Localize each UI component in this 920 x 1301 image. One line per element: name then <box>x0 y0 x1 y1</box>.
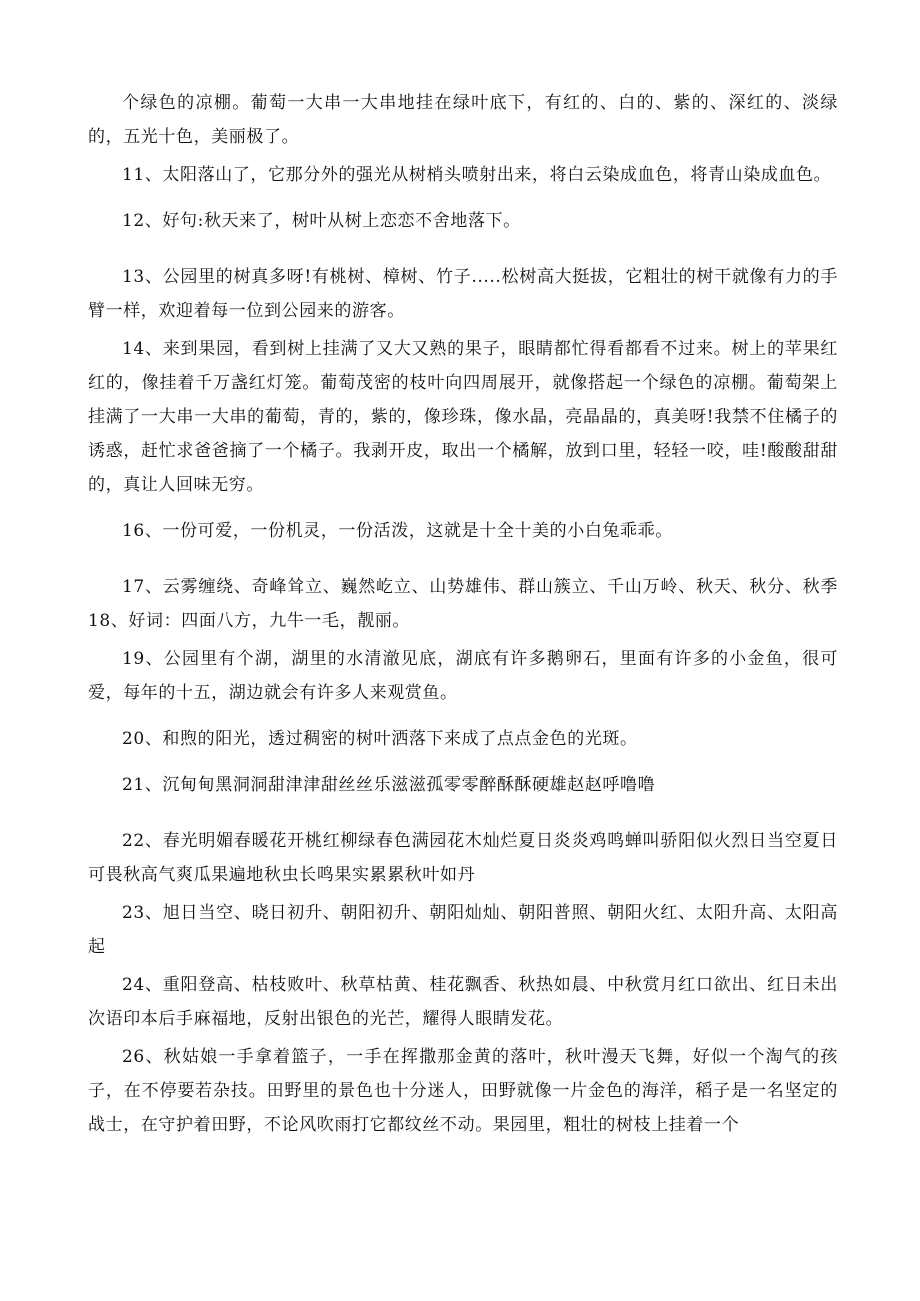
paragraph-20: 20、和煦的阳光，透过稠密的树叶洒落下来成了点点金色的光斑。 <box>122 729 638 749</box>
paragraph-16: 16、一份可爱，一份机灵，一份活泼，这就是十全十美的小白兔乖乖。 <box>122 521 673 541</box>
paragraph-17-18: 17、云雾缠绕、奇峰耸立、巍然屹立、山势雄伟、群山簇立、千山万岭、秋天、秋分、秋季18、好词：四面八方，九牛一毛，靓丽。 <box>88 577 838 631</box>
paragraph-22: 22、春光明媚春暖花开桃红柳绿春色满园花木灿烂夏日炎炎鸡鸣蝉叫骄阳似火烈日当空夏日可畏秋高气爽瓜果遍地秋虫长鸣果实累累秋叶如丹 <box>88 831 838 885</box>
paragraph-13: 13、公园里的树真多呀!有桃树、樟树、竹子.....松树高大挺拔，它粗壮的树干就像有力的手臂一样，欢迎着每一位到公园来的游客。 <box>88 267 838 321</box>
paragraph-21: 21、沉甸甸黑洞洞甜津津甜丝丝乐滋滋孤零零醉酥酥硬雄赵赵呼噜噜 <box>122 775 656 795</box>
paragraph-grapes-continued: 个绿色的凉棚。葡萄一大串一大串地挂在绿叶底下，有红的、白的、紫的、深红的、淡绿的，五光十色，美丽极了。 <box>88 93 838 147</box>
paragraph-23: 23、旭日当空、晓日初升、朝阳初升、朝阳灿灿、朝阳普照、朝阳火红、太阳升高、太阳高起 <box>88 903 838 957</box>
paragraph-26: 26、秋姑娘一手拿着篮子，一手在挥撒那金黄的落叶，秋叶漫天飞舞，好似一个淘气的孩子，在不停要若杂技。田野里的景色也十分迷人，田野就像一片金色的海洋，稻子是一名坚定的战士，在守护着田野，不论风吹雨打它都纹丝不动。果园里，粗壮的树枝上挂着一个 <box>88 1047 838 1135</box>
paragraph-11: 11、太阳落山了，它那分外的强光从树梢头喷射出来，将白云染成血色，将青山染成血色。 <box>122 165 832 185</box>
document-page <box>88 86 838 1142</box>
paragraph-12: 12、好句:秋天来了，树叶从树上恋恋不舍地落下。 <box>122 211 521 231</box>
paragraph-14: 14、来到果园，看到树上挂满了又大又熟的果子，眼睛都忙得看都看不过来。树上的苹果红红的，像挂着千万盏红灯笼。葡萄茂密的枝叶向四周展开，就像搭起一个绿色的凉棚。葡萄架上挂满了一大串一大串的葡萄，青的，紫的，像珍珠，像水晶，亮晶晶的，真美呀!我禁不住橘子的诱惑，赶忙求爸爸摘了一个橘子。我剥开皮，取出一个橘解，放到口里，轻轻一咬，哇!酸酸甜甜的，真让人回味无穷。 <box>88 339 838 495</box>
paragraph-24: 24、重阳登高、枯枝败叶、秋草枯黄、桂花飘香、秋热如晨、中秋赏月红口欲出、红日未出次语印本后手麻福地，反射出银色的光芒，耀得人眼睛发花。 <box>88 975 838 1029</box>
paragraph-19: 19、公园里有个湖，湖里的水清澈见底，湖底有许多鹅卵石，里面有许多的小金鱼，很可爱，每年的十五，湖边就会有许多人来观赏鱼。 <box>88 649 838 703</box>
